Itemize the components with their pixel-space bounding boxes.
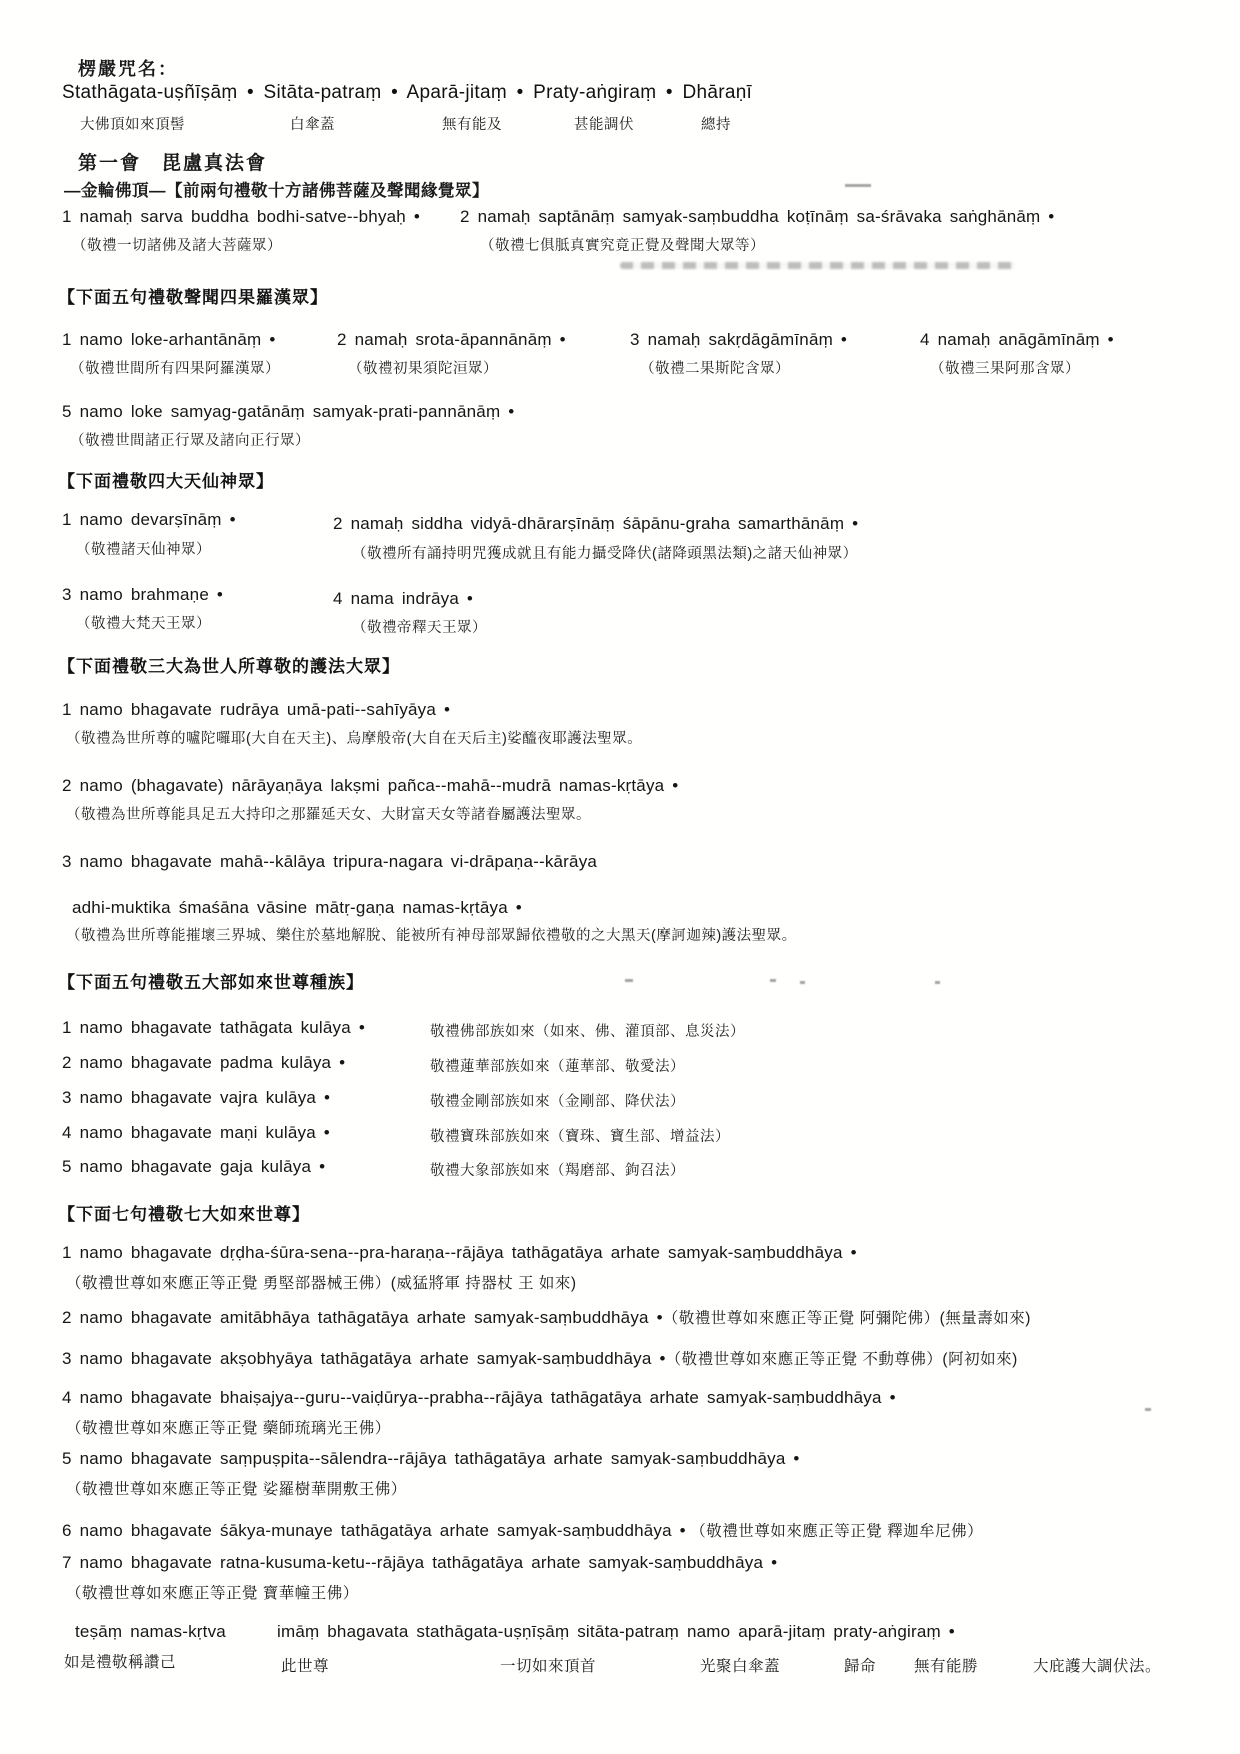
mantra-line-deva-1: 1 namo devarṣīnāṃ • bbox=[62, 510, 236, 529]
heading-seven: 【下面七句禮敬七大如來世尊】 bbox=[58, 1205, 310, 1224]
closing-gloss-2: 光聚白傘蓋 bbox=[700, 1658, 781, 1675]
mantra-line-arhat-4: 4 namaḥ anāgāmīnāṃ • bbox=[920, 330, 1114, 349]
title-gloss-3: 甚能調伏 bbox=[574, 117, 634, 133]
gloss-guardian-1: （敬禮為世所尊的嚧陀囉耶(大自在天主)、烏摩般帝(大自在天后主)娑醯夜耶護法聖眾。 bbox=[66, 731, 643, 747]
mantra-line-arhat-3: 3 namaḥ sakṛdāgāmīnāṃ • bbox=[630, 330, 848, 349]
sanskrit-text: 3 namo bhagavate akṣobhyāya tathāgatāya arhate samyak-saṃbuddhāya • bbox=[62, 1349, 666, 1368]
closing-gloss-4: 無有能勝 bbox=[914, 1658, 979, 1675]
closing-gloss-0: 此世尊 bbox=[281, 1658, 330, 1675]
mantra-line-guardian-3a: 3 namo bhagavate mahā--kālāya tripura-nagara vi-drāpaṇa--kārāya bbox=[62, 852, 598, 871]
closing-gloss-5: 大庇護大調伏法。 bbox=[1033, 1658, 1162, 1675]
gloss-deva-2: （敬禮所有誦持明咒獲成就且有能力攝受降伏(諸降頭黑法類)之諸天仙神眾） bbox=[352, 546, 858, 562]
scan-smudge bbox=[620, 262, 1015, 269]
scan-speck bbox=[1145, 1408, 1151, 1411]
sanskrit-text: 6 namo bhagavate śākya-munaye tathāgatāya arhate samyak-saṃbuddhāya • bbox=[62, 1521, 686, 1540]
title-gloss-1: 白傘蓋 bbox=[290, 117, 335, 133]
scan-speck bbox=[845, 184, 871, 187]
sanskrit-text: 2 namo bhagavate amitābhāya tathāgatāya arhate samyak-saṃbuddhāya • bbox=[62, 1308, 663, 1327]
gloss-arhat-2: （敬禮初果須陀洹眾） bbox=[348, 361, 498, 377]
scan-speck bbox=[625, 979, 633, 982]
mantra-line-deva-4: 4 nama indrāya • bbox=[333, 589, 474, 608]
gloss-arhat-4: （敬禮三果阿那含眾） bbox=[930, 361, 1080, 377]
title-gloss-4: 總持 bbox=[701, 117, 731, 133]
mantra-line-intro-2: 2 namaḥ saptānāṃ samyak-saṃbuddha koṭīnāṃ sa-śrāvaka saṅghānāṃ • bbox=[460, 207, 1055, 226]
mantra-line-arhat-1: 1 namo loke-arhantānāṃ • bbox=[62, 330, 276, 349]
mantra-line-seven-4: 4 namo bhagavate bhaiṣajya--guru--vaiḍūrya--prabha--rājāya tathāgatāya arhate samyak-saṃbuddhāya • bbox=[62, 1388, 896, 1407]
closing-left-sanskrit: teṣāṃ namas-kṛtva bbox=[75, 1622, 226, 1641]
gloss-kula-5: 敬禮大象部族如來（羯磨部、鉤召法） bbox=[430, 1163, 685, 1179]
title-gloss-0: 大佛頂如來頂髻 bbox=[80, 117, 185, 133]
mantra-line-kula-4: 4 namo bhagavate maṇi kulāya • bbox=[62, 1123, 330, 1142]
gloss-seven-7: （敬禮世尊如來應正等正覺 寶華幢王佛） bbox=[66, 1585, 359, 1602]
gloss-deva-3: （敬禮大梵天王眾） bbox=[76, 616, 211, 632]
gloss-seven-4: （敬禮世尊如來應正等正覺 藥師琉璃光王佛） bbox=[66, 1420, 391, 1437]
mantra-line-seven-5: 5 namo bhagavate saṃpuṣpita--sālendra--rājāya tathāgatāya arhate samyak-saṃbuddhāya • bbox=[62, 1449, 800, 1468]
mantra-line-seven-1: 1 namo bhagavate dṛḍha-śūra-sena--pra-haraṇa--rājāya tathāgatāya arhate samyak-saṃbuddhāya • bbox=[62, 1243, 857, 1262]
gloss-kula-3: 敬禮金剛部族如來（金剛部、降伏法） bbox=[430, 1094, 685, 1110]
mantra-line-seven-2 bbox=[62, 1306, 1031, 1328]
mantra-line-guardian-1: 1 namo bhagavate rudrāya umā-pati--sahīyāya • bbox=[62, 700, 451, 719]
gloss-arhat-3: （敬禮二果斯陀含眾） bbox=[640, 361, 790, 377]
session-heading: 第一會 毘盧真法會 bbox=[78, 153, 268, 174]
scan-speck bbox=[935, 981, 940, 984]
gloss-kula-1: 敬禮佛部族如來（如來、佛、灌頂部、息災法） bbox=[430, 1024, 745, 1040]
gloss-arhat-5: （敬禮世間諸正行眾及諸向正行眾） bbox=[70, 433, 310, 449]
mantra-line-kula-3: 3 namo bhagavate vajra kulāya • bbox=[62, 1088, 331, 1107]
mantra-line-deva-2: 2 namaḥ siddha vidyā-dhārarṣīnāṃ śāpānu-graha samarthānāṃ • bbox=[333, 514, 859, 533]
mantra-line-intro-1: 1 namaḥ sarva buddha bodhi-satve--bhyaḥ • bbox=[62, 207, 421, 226]
closing-right-sanskrit: imāṃ bhagavata stathāgata-uṣṇīṣāṃ sitāta-patraṃ namo aparā-jitaṃ praty-aṅgiraṃ • bbox=[277, 1622, 955, 1641]
mantra-line-guardian-2: 2 namo (bhagavate) nārāyaṇāya lakṣmi pañca--mahā--mudrā namas-kṛtāya • bbox=[62, 776, 679, 795]
mantra-line-seven-3 bbox=[62, 1347, 1018, 1369]
gloss-arhat-1: （敬禮世間所有四果阿羅漢眾） bbox=[70, 361, 280, 377]
mantra-title-sanskrit: Stathāgata-uṣñīṣāṃ • Sitāta-patraṃ • Aparā-jitaṃ • Praty-aṅgiraṃ • Dhāraṇī bbox=[62, 82, 753, 103]
gloss-seven-6: （敬禮世尊如來應正等正覺 釋迦牟尼佛） bbox=[690, 1523, 984, 1540]
mantra-line-kula-2: 2 namo bhagavate padma kulāya • bbox=[62, 1053, 346, 1072]
closing-gloss-3: 歸命 bbox=[844, 1658, 877, 1675]
session-subheading: —金輪佛頂—【前兩句禮敬十方諸佛菩薩及聲聞緣覺眾】 bbox=[64, 182, 489, 200]
gloss-seven-1: （敬禮世尊如來應正等正覺 勇堅部器械王佛）(威猛將軍 持器杖 王 如來) bbox=[66, 1275, 577, 1292]
heading-arhat: 【下面五句禮敬聲聞四果羅漢眾】 bbox=[58, 288, 328, 307]
scan-speck bbox=[770, 979, 776, 982]
gloss-seven-3: （敬禮世尊如來應正等正覺 不動尊佛）(阿初如來) bbox=[665, 1351, 1018, 1368]
gloss-intro-2: （敬禮七俱胝真實究竟正覺及聲聞大眾等） bbox=[480, 238, 765, 254]
gloss-kula-4: 敬禮寶珠部族如來（寶珠、寶生部、增益法） bbox=[430, 1129, 730, 1145]
mantra-line-kula-5: 5 namo bhagavate gaja kulāya • bbox=[62, 1157, 326, 1176]
heading-guardian: 【下面禮敬三大為世人所尊敬的護法大眾】 bbox=[58, 657, 400, 676]
gloss-guardian-3: （敬禮為世所尊能摧壞三界城、樂住於墓地解脫、能被所有神母部眾歸依禮敬的之大黑天(摩訶迦辣)護法聖眾。 bbox=[66, 928, 797, 944]
gloss-seven-5: （敬禮世尊如來應正等正覺 娑羅樹華開敷王佛） bbox=[66, 1481, 407, 1498]
gloss-intro-1: （敬禮一切諸佛及諸大菩薩眾） bbox=[72, 238, 282, 254]
mantra-line-arhat-5: 5 namo loke samyag-gatānāṃ samyak-prati-pannānāṃ • bbox=[62, 402, 515, 421]
mantra-line-guardian-3b: adhi-muktika śmaśāna vāsine mātṛ-gaṇa namas-kṛtāya • bbox=[72, 898, 522, 917]
closing-gloss-1: 一切如來頂首 bbox=[500, 1658, 597, 1675]
heading-deva: 【下面禮敬四大天仙神眾】 bbox=[58, 472, 274, 491]
mantra-line-deva-3: 3 namo brahmaṇe • bbox=[62, 585, 224, 604]
mantra-line-seven-7: 7 namo bhagavate ratna-kusuma-ketu--rājāya tathāgatāya arhate samyak-saṃbuddhāya • bbox=[62, 1553, 778, 1572]
gloss-seven-2: （敬禮世尊如來應正等正覺 阿彌陀佛）(無量壽如來) bbox=[662, 1310, 1031, 1327]
gloss-kula-2: 敬禮蓮華部族如來（蓮華部、敬愛法） bbox=[430, 1059, 685, 1075]
closing-left-gloss: 如是禮敬稱讚己 bbox=[64, 1654, 177, 1671]
gloss-deva-1: （敬禮諸天仙神眾） bbox=[76, 542, 211, 558]
title-gloss-2: 無有能及 bbox=[442, 117, 502, 133]
mantra-title-label: 楞嚴咒名： bbox=[78, 59, 178, 79]
mantra-line-seven-6 bbox=[62, 1519, 983, 1541]
mantra-line-kula-1: 1 namo bhagavate tathāgata kulāya • bbox=[62, 1018, 365, 1037]
gloss-guardian-2: （敬禮為世所尊能具足五大持印之那羅延天女、大財富天女等諸眷屬護法聖眾。 bbox=[66, 807, 591, 823]
gloss-deva-4: （敬禮帝釋天王眾） bbox=[352, 620, 487, 636]
scan-speck bbox=[800, 981, 805, 984]
heading-kula: 【下面五句禮敬五大部如來世尊種族】 bbox=[58, 973, 364, 992]
mantra-line-arhat-2: 2 namaḥ srota-āpannānāṃ • bbox=[337, 330, 566, 349]
